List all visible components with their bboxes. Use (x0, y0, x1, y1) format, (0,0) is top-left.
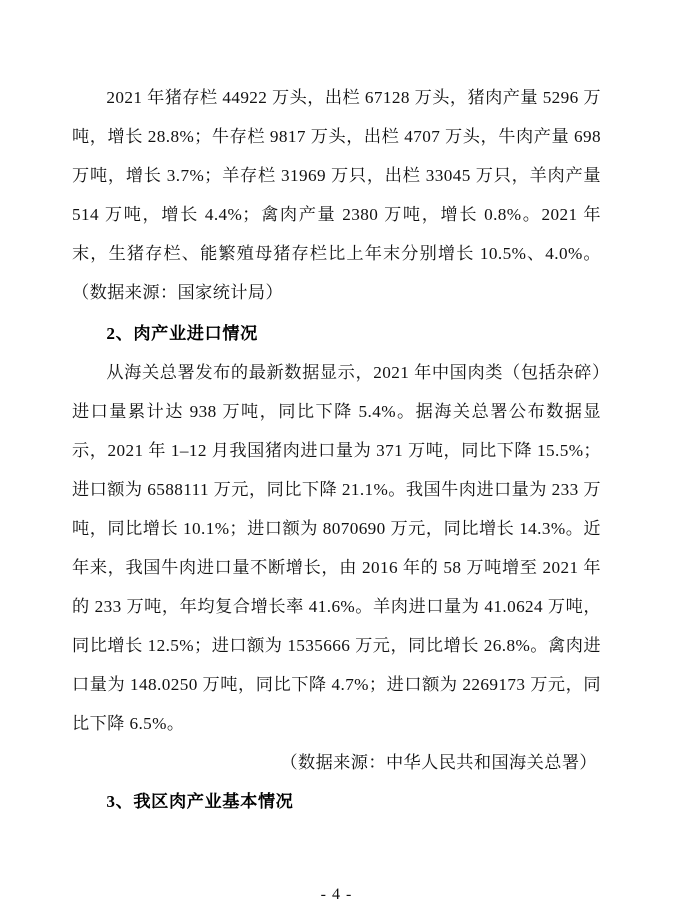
heading-local-meat-industry: 3、我区肉产业基本情况 (106, 792, 294, 811)
paragraph-import-stats: 从海关总署发布的最新数据显示，2021 年中国肉类（包括杂碎）进口量累计达 938 万吨，同比下降 5.4%。据海关总署公布数据显示，2021 年 1–12 月我国猪肉进口量为 371 万吨，同比下降 15.5%；进口额为 6588111 万元，同比下降 21.1%。我国牛肉进口量为 233 万吨，同比增长 10.1%；进口额为 8070690 万元，同比增长 14.3%。近年来，我国牛肉进口量不断增长，由 2016 年的 58 万吨增至 2021 年的 233 万吨，年均复合增长率 41.6%。羊肉进口量为 41.0624 万吨，同比增长 12.5%；进口额为 1535666 万元，同比增长 26.8%。禽肉进口量为 148.0250 万吨，同比下降 4.7%；进口额为 2269173 万元，同比下降 6.5%。 (72, 363, 601, 733)
heading-import-situation: 2、肉产业进口情况 (106, 324, 258, 343)
paragraph-data-source: （数据来源：中华人民共和国海关总署） (280, 753, 597, 772)
page-number-footer: - 4 - (320, 886, 353, 903)
paragraph-livestock-stats: 2021 年猪存栏 44922 万头，出栏 67128 万头，猪肉产量 5296 万吨，增长 28.8%；牛存栏 9817 万头，出栏 4707 万头，牛肉产量 698 万吨，增长 3.7%；羊存栏 31969 万只，出栏 33045 万只，羊肉产量 514 万吨，增长 4.4%；禽肉产量 2380 万吨，增长 0.8%。2021 年末，生猪存栏、能繁殖母猪存栏比上年末分别增长 10.5%、4.0%。（数据来源：国家统计局） (72, 88, 601, 302)
